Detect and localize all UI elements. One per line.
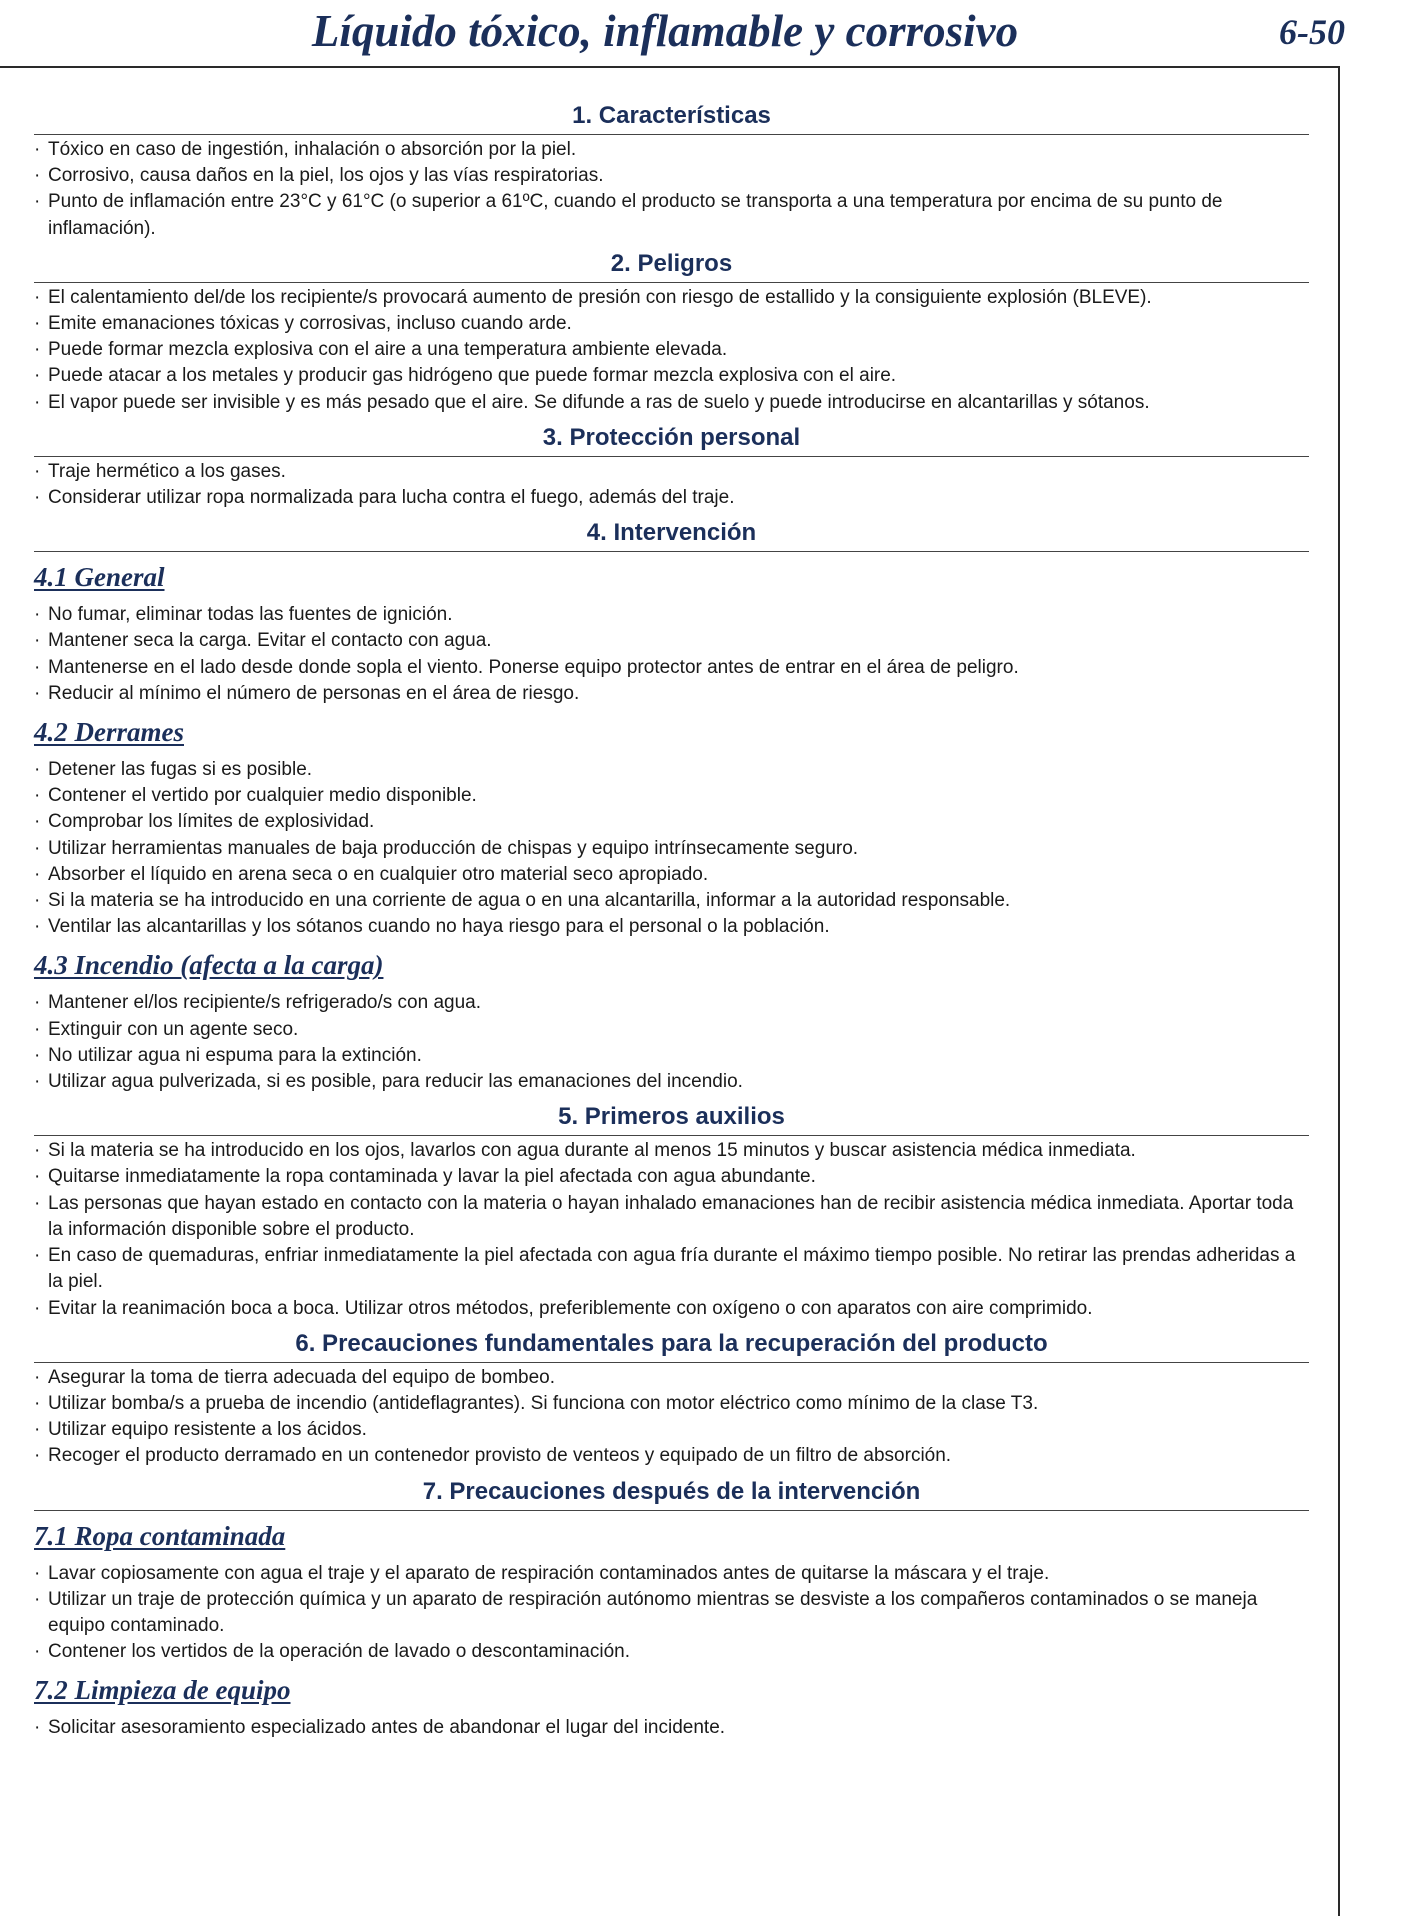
bullet-dot-icon: · bbox=[34, 1392, 41, 1414]
bullet-dot-icon: · bbox=[34, 682, 41, 704]
list-item bbox=[34, 189, 1309, 241]
list-item bbox=[34, 163, 1309, 189]
bullet-dot-icon: · bbox=[34, 487, 41, 509]
page-number: 6-50 bbox=[1279, 12, 1345, 52]
bullet-dot-icon: · bbox=[34, 1140, 41, 1162]
list-item bbox=[34, 137, 1309, 163]
list-item bbox=[34, 628, 1309, 654]
list-item bbox=[34, 783, 1309, 809]
list-item-text: Tóxico en caso de ingestión, inhalación o absorción por la piel. bbox=[48, 139, 577, 160]
list-item-text: Absorber el líquido en arena seca o en cualquier otro material seco apropiado. bbox=[48, 863, 709, 885]
list-item-text: El vapor puede ser invisible y es más pesado que el aire. Se difunde a ras de suelo y puede introducirse en alcantarillas y sótanos. bbox=[48, 391, 1150, 413]
list-item bbox=[34, 1191, 1309, 1243]
list-item-text: Comprobar los límites de explosividad. bbox=[48, 811, 375, 833]
list-item-text: Evitar la reanimación boca a boca. Utilizar otros métodos, preferiblemente con oxígeno o con aparatos con aire comprimido. bbox=[48, 1297, 1093, 1319]
bullet-dot-icon: · bbox=[34, 365, 41, 387]
list-item bbox=[34, 809, 1309, 835]
list-item bbox=[34, 681, 1309, 707]
bullet-dot-icon: · bbox=[34, 1366, 41, 1388]
list-item bbox=[34, 1243, 1309, 1295]
list-item-text: Si la materia se ha introducido en los ojos, lavarlos con agua durante al menos 15 minutos y buscar asistencia médica inmediata. bbox=[48, 1140, 1136, 1162]
bullet-dot-icon: · bbox=[34, 286, 41, 308]
list-item bbox=[34, 914, 1309, 940]
bullet-dot-icon: · bbox=[34, 604, 41, 626]
bullet-dot-icon: · bbox=[34, 165, 41, 187]
list-item-text: El calentamiento del/de los recipiente/s provocará aumento de presión con riesgo de estallido y la consiguiente explosión (BLEVE). bbox=[48, 286, 1152, 308]
bullet-dot-icon: · bbox=[34, 1192, 41, 1214]
list-item bbox=[34, 1587, 1309, 1639]
section-title: 1. Características bbox=[34, 100, 1309, 135]
bullet-dot-icon: · bbox=[34, 460, 41, 482]
list-item bbox=[34, 1417, 1309, 1443]
bullet-dot-icon: · bbox=[34, 630, 41, 652]
section-title: 3. Protección personal bbox=[34, 422, 1309, 457]
section-3 bbox=[34, 422, 1309, 511]
bullet-list bbox=[34, 459, 1309, 511]
section-4 bbox=[34, 517, 1309, 1095]
section-title: 6. Precauciones fundamentales para la recuperación del producto bbox=[34, 1328, 1309, 1363]
bullet-dot-icon: · bbox=[34, 656, 41, 678]
list-item-text: Punto de inflamación entre 23°C y 61°C (o superior a 61ºC, cuando el producto se transporta a una temperatura por encima de su punto de inflamación). bbox=[48, 191, 1223, 239]
list-item-text: Traje hermético a los gases. bbox=[48, 460, 286, 482]
bullet-dot-icon: · bbox=[34, 1071, 41, 1093]
list-item-text: Puede atacar a los metales y producir gas hidrógeno que puede formar mezcla explosiva con el aire. bbox=[48, 365, 897, 387]
bullet-dot-icon: · bbox=[34, 785, 41, 807]
bullet-dot-icon: · bbox=[34, 191, 41, 213]
list-item bbox=[34, 390, 1309, 416]
list-item-text: Detener las fugas si es posible. bbox=[48, 759, 313, 781]
list-item bbox=[34, 1715, 1309, 1741]
list-item bbox=[34, 459, 1309, 485]
bullet-dot-icon: · bbox=[34, 313, 41, 335]
list-item-text: Utilizar equipo resistente a los ácidos. bbox=[48, 1419, 367, 1441]
list-item bbox=[34, 1043, 1309, 1069]
list-item-text: Recoger el producto derramado en un contenedor provisto de venteos y equipado de un filtro de absorción. bbox=[48, 1445, 952, 1467]
list-item-text: Mantener seca la carga. Evitar el contacto con agua. bbox=[48, 630, 492, 652]
list-item-text: Utilizar agua pulverizada, si es posible, para reducir las emanaciones del incendio. bbox=[48, 1071, 743, 1093]
list-item-text: Emite emanaciones tóxicas y corrosivas, incluso cuando arde. bbox=[48, 313, 572, 335]
list-item bbox=[34, 602, 1309, 628]
list-item-text: Si la materia se ha introducido en una corriente de agua o en una alcantarilla, informar a la autoridad responsable. bbox=[48, 890, 1011, 912]
list-item bbox=[34, 363, 1309, 389]
section-6 bbox=[34, 1328, 1309, 1470]
list-item bbox=[34, 990, 1309, 1016]
list-item bbox=[34, 285, 1309, 311]
list-item-text: Reducir al mínimo el número de personas en el área de riesgo. bbox=[48, 682, 580, 704]
section-title: 4. Intervención bbox=[34, 517, 1309, 552]
list-item bbox=[34, 1639, 1309, 1665]
bullet-dot-icon: · bbox=[34, 916, 41, 938]
bullet-dot-icon: · bbox=[34, 391, 41, 413]
list-item bbox=[34, 655, 1309, 681]
list-item bbox=[34, 311, 1309, 337]
subsection-title: 4.1 General bbox=[34, 562, 165, 593]
bullet-list bbox=[34, 1561, 1309, 1666]
list-item-text: Considerar utilizar ropa normalizada para lucha contra el fuego, además del traje. bbox=[48, 487, 735, 509]
list-item-text: Quitarse inmediatamente la ropa contaminada y lavar la piel afectada con agua abundante. bbox=[48, 1166, 816, 1188]
bullet-dot-icon: · bbox=[34, 1641, 41, 1663]
bullet-dot-icon: · bbox=[34, 1445, 41, 1467]
bullet-dot-icon: · bbox=[34, 837, 41, 859]
list-item bbox=[34, 1138, 1309, 1164]
list-item bbox=[34, 1365, 1309, 1391]
bullet-list bbox=[34, 757, 1309, 940]
list-item-text: No fumar, eliminar todas las fuentes de ignición. bbox=[48, 604, 453, 626]
section-title: 7. Precauciones después de la intervención bbox=[34, 1476, 1309, 1511]
list-item bbox=[34, 888, 1309, 914]
bullet-list bbox=[34, 602, 1309, 707]
list-item bbox=[34, 1391, 1309, 1417]
list-item-text: Extinguir con un agente seco. bbox=[48, 1018, 299, 1040]
list-item bbox=[34, 485, 1309, 511]
list-item bbox=[34, 836, 1309, 862]
bullet-dot-icon: · bbox=[34, 1166, 41, 1188]
bullet-dot-icon: · bbox=[34, 139, 41, 160]
list-item-text: Corrosivo, causa daños en la piel, los ojos y las vías respiratorias. bbox=[48, 165, 604, 187]
subsection-title: 7.1 Ropa contaminada bbox=[34, 1520, 286, 1551]
bullet-dot-icon: · bbox=[34, 759, 41, 781]
section-5 bbox=[34, 1101, 1309, 1321]
list-item bbox=[34, 1164, 1309, 1190]
list-item bbox=[34, 1017, 1309, 1043]
list-item-text: Asegurar la toma de tierra adecuada del equipo de bombeo. bbox=[48, 1366, 556, 1388]
list-item-text: Ventilar las alcantarillas y los sótanos cuando no haya riesgo para el personal o la población. bbox=[48, 916, 830, 938]
bullet-list bbox=[34, 1138, 1309, 1321]
list-item bbox=[34, 862, 1309, 888]
bullet-dot-icon: · bbox=[34, 1717, 41, 1739]
bullet-dot-icon: · bbox=[34, 1018, 41, 1040]
bullet-list bbox=[34, 285, 1309, 416]
bullet-dot-icon: · bbox=[34, 811, 41, 833]
bullet-list bbox=[34, 1715, 1309, 1741]
list-item-text: Utilizar herramientas manuales de baja producción de chispas y equipo intrínsecamente seguro. bbox=[48, 837, 859, 859]
section-2 bbox=[34, 248, 1309, 416]
list-item-text: No utilizar agua ni espuma para la extinción. bbox=[48, 1044, 422, 1066]
subsection-title: 7.2 Limpieza de equipo bbox=[34, 1675, 291, 1706]
bullet-list bbox=[34, 137, 1309, 242]
list-item-text: Las personas que hayan estado en contacto con la materia o hayan inhalado emanaciones han de recibir asistencia médica inmediata. Aportar toda la información disponible sobre el producto. bbox=[48, 1192, 1294, 1240]
section-7 bbox=[34, 1476, 1309, 1742]
bullet-dot-icon: · bbox=[34, 890, 41, 912]
list-item bbox=[34, 337, 1309, 363]
page-title: Líquido tóxico, inflamable y corrosivo bbox=[311, 6, 1019, 56]
list-item-text: Mantenerse en el lado desde donde sopla el viento. Ponerse equipo protector antes de entrar en el área de peligro. bbox=[48, 656, 1019, 678]
list-item-text: Contener los vertidos de la operación de lavado o descontaminación. bbox=[48, 1641, 630, 1663]
section-1 bbox=[34, 100, 1309, 242]
section-title: 5. Primeros auxilios bbox=[34, 1101, 1309, 1136]
bullet-dot-icon: · bbox=[34, 992, 41, 1014]
list-item bbox=[34, 1069, 1309, 1095]
bullet-dot-icon: · bbox=[34, 1297, 41, 1319]
list-item-text: Mantener el/los recipiente/s refrigerado/s con agua. bbox=[48, 992, 482, 1014]
list-item-text: Contener el vertido por cualquier medio disponible. bbox=[48, 785, 477, 807]
list-item-text: Puede formar mezcla explosiva con el aire a una temperatura ambiente elevada. bbox=[48, 339, 728, 361]
section-title: 2. Peligros bbox=[34, 248, 1309, 283]
bullet-dot-icon: · bbox=[34, 1419, 41, 1441]
bullet-list bbox=[34, 1365, 1309, 1470]
bullet-dot-icon: · bbox=[34, 863, 41, 885]
subsection-title: 4.3 Incendio (afecta a la carga) bbox=[34, 950, 384, 981]
list-item bbox=[34, 1443, 1309, 1469]
list-item-text: En caso de quemaduras, enfriar inmediatamente la piel afectada con agua fría durante el máximo tiempo posible. No retirar las prendas adheridas a la piel. bbox=[48, 1245, 1296, 1293]
list-item bbox=[34, 1296, 1309, 1322]
bullet-dot-icon: · bbox=[34, 339, 41, 361]
list-item bbox=[34, 757, 1309, 783]
bullet-dot-icon: · bbox=[34, 1044, 41, 1066]
document-body bbox=[34, 100, 1309, 1748]
page-header bbox=[0, 0, 1345, 62]
bullet-dot-icon: · bbox=[34, 1245, 41, 1267]
list-item-text: Lavar copiosamente con agua el traje y el aparato de respiración contaminados antes de quitarse la máscara y el traje. bbox=[48, 1562, 1050, 1584]
bullet-dot-icon: · bbox=[34, 1562, 41, 1584]
bullet-dot-icon: · bbox=[34, 1588, 41, 1610]
bullet-list bbox=[34, 990, 1309, 1095]
list-item-text: Utilizar un traje de protección química y un aparato de respiración autónomo mientras se desviste a los compañeros contaminados o se maneja equipo contaminado. bbox=[48, 1588, 1258, 1636]
list-item-text: Utilizar bomba/s a prueba de incendio (antideflagrantes). Si funciona con motor eléctrico como mínimo de la clase T3. bbox=[48, 1392, 1039, 1414]
list-item bbox=[34, 1561, 1309, 1587]
list-item-text: Solicitar asesoramiento especializado antes de abandonar el lugar del incidente. bbox=[48, 1717, 726, 1739]
subsection-title: 4.2 Derrames bbox=[34, 717, 184, 748]
